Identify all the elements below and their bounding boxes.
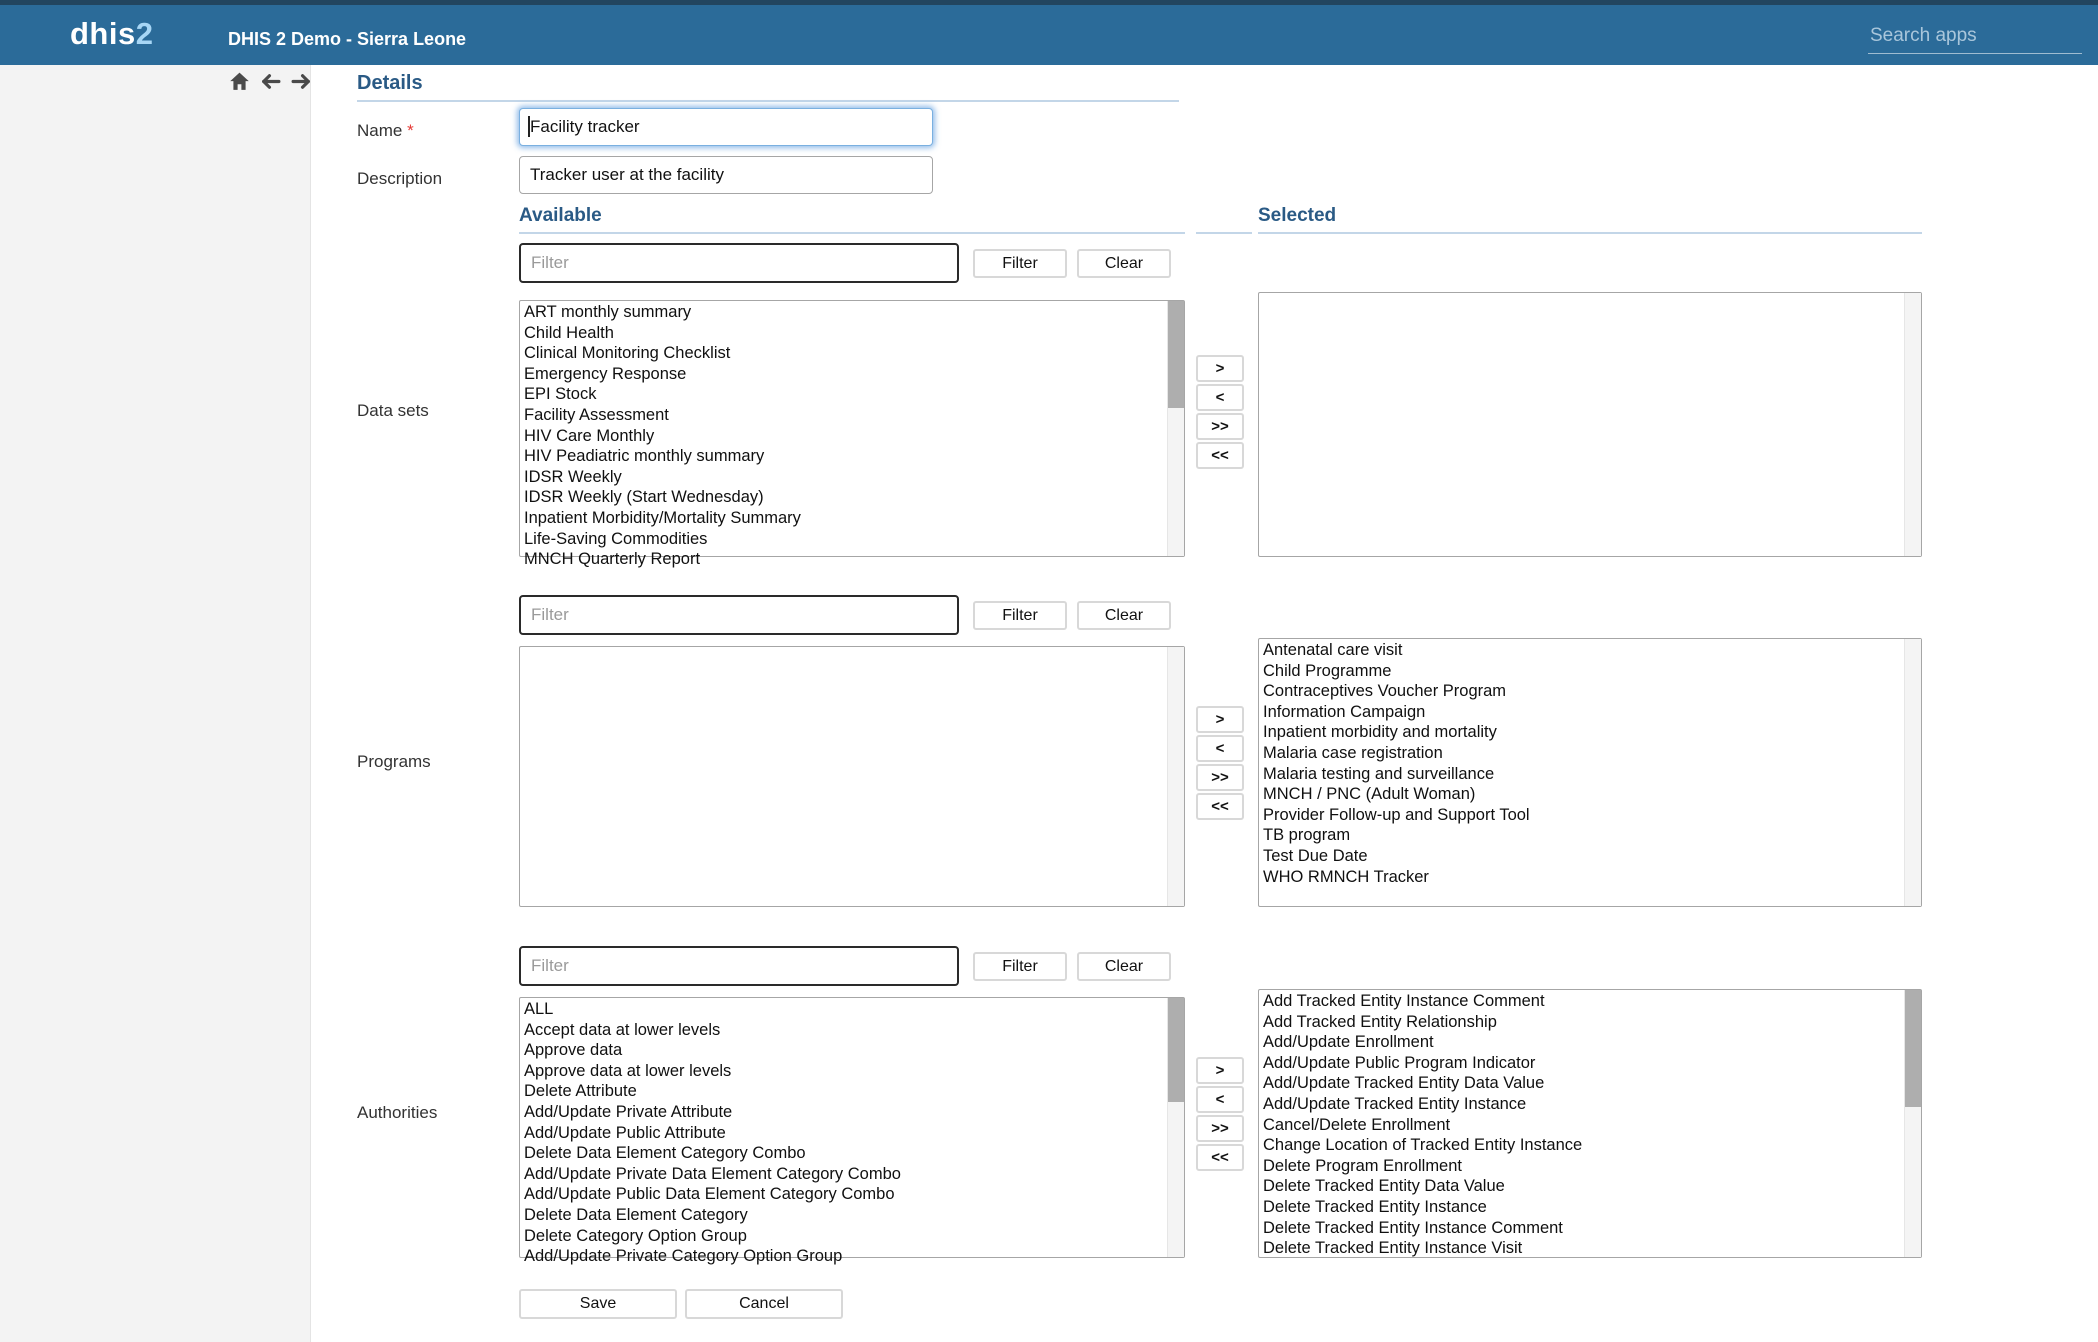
- list-item[interactable]: Add/Update Private Data Element Category Combo: [524, 1164, 901, 1183]
- list-item[interactable]: Add/Update Public Attribute: [524, 1123, 726, 1142]
- list-item[interactable]: EPI Stock: [524, 385, 597, 404]
- list-item[interactable]: Accept data at lower levels: [524, 1020, 721, 1039]
- list-item[interactable]: Add/Update Enrollment: [1263, 1033, 1434, 1052]
- programs-label: Programs: [357, 752, 431, 771]
- data-sets-selected-list[interactable]: [1258, 292, 1922, 557]
- list-item[interactable]: Provider Follow-up and Support Tool: [1263, 805, 1530, 824]
- list-item[interactable]: Add Tracked Entity Relationship: [1263, 1012, 1497, 1031]
- scrollbar-thumb[interactable]: [1905, 990, 1921, 1107]
- list-item[interactable]: Child Programme: [1263, 661, 1392, 680]
- move-all-right-button[interactable]: >>: [1196, 764, 1244, 791]
- list-item[interactable]: Add/Update Public Program Indicator: [1263, 1053, 1536, 1072]
- list-item[interactable]: Delete Data Element Category: [524, 1205, 748, 1224]
- move-right-button[interactable]: >: [1196, 706, 1244, 733]
- center-divider: [1196, 232, 1252, 234]
- list-item[interactable]: Delete Tracked Entity Instance: [1263, 1197, 1487, 1216]
- move-all-right-button[interactable]: >>: [1196, 1115, 1244, 1142]
- details-heading: Details: [357, 72, 423, 94]
- list-item[interactable]: Cancel/Delete Enrollment: [1263, 1115, 1451, 1134]
- scrollbar[interactable]: [1904, 293, 1921, 556]
- text-caret: [528, 116, 530, 137]
- programs-transfer-buttons: [1196, 706, 1244, 820]
- list-item[interactable]: Antenatal care visit: [1263, 641, 1403, 659]
- forward-arrow-icon[interactable]: [290, 70, 312, 92]
- list-item[interactable]: Change Location of Tracked Entity Instance: [1263, 1136, 1583, 1155]
- required-asterisk: *: [407, 121, 414, 140]
- list-item[interactable]: IDSR Weekly (Start Wednesday): [524, 488, 764, 507]
- data-sets-filter-button[interactable]: Filter: [973, 249, 1067, 278]
- list-item[interactable]: Contraceptives Voucher Program: [1263, 682, 1507, 701]
- logo-accent: 2: [135, 16, 154, 51]
- selected-divider: [1258, 232, 1922, 234]
- list-item[interactable]: Life-Saving Commodities: [524, 529, 708, 548]
- home-icon[interactable]: [228, 70, 250, 92]
- move-all-left-button[interactable]: <<: [1196, 793, 1244, 820]
- save-button[interactable]: Save: [519, 1289, 677, 1319]
- programs-clear-button[interactable]: Clear: [1077, 601, 1171, 630]
- data-sets-clear-button[interactable]: Clear: [1077, 249, 1171, 278]
- scrollbar-thumb[interactable]: [1168, 301, 1184, 408]
- app-title: DHIS 2 Demo - Sierra Leone: [228, 29, 467, 49]
- list-item[interactable]: TB program: [1263, 826, 1351, 845]
- details-divider: [357, 100, 1179, 102]
- list-item[interactable]: MNCH Quarterly Report: [524, 550, 701, 569]
- list-item[interactable]: Approve data: [524, 1041, 623, 1060]
- scrollbar[interactable]: [1167, 301, 1184, 556]
- available-heading: Available: [519, 205, 602, 226]
- list-item[interactable]: HIV Care Monthly: [524, 426, 655, 445]
- list-item[interactable]: Facility Assessment: [524, 405, 669, 424]
- list-item[interactable]: Delete Attribute: [524, 1082, 637, 1101]
- list-item[interactable]: HIV Peadiatric monthly summary: [524, 447, 765, 466]
- authorities-filter-button[interactable]: Filter: [973, 952, 1067, 981]
- list-item[interactable]: Delete Program Enrollment: [1263, 1156, 1462, 1175]
- list-item[interactable]: Approve data at lower levels: [524, 1061, 732, 1080]
- data-sets-label: Data sets: [357, 401, 429, 420]
- name-input[interactable]: [519, 108, 933, 146]
- list-item[interactable]: Test Due Date: [1263, 846, 1368, 865]
- scrollbar[interactable]: [1904, 639, 1921, 906]
- authorities-available-list[interactable]: [519, 997, 1185, 1266]
- scrollbar-thumb[interactable]: [1168, 998, 1184, 1102]
- move-all-left-button[interactable]: <<: [1196, 1144, 1244, 1171]
- list-item[interactable]: MNCH / PNC (Adult Woman): [1263, 785, 1476, 804]
- list-item[interactable]: Malaria testing and surveillance: [1263, 764, 1495, 783]
- list-item[interactable]: Child Health: [524, 323, 614, 342]
- dhis2-logo[interactable]: [70, 16, 153, 52]
- list-item[interactable]: Add/Update Private Attribute: [524, 1102, 733, 1121]
- programs-filter-input[interactable]: [519, 595, 959, 635]
- sidebar-panel: [0, 65, 311, 1342]
- list-item[interactable]: ALL: [524, 1000, 554, 1018]
- move-right-button[interactable]: >: [1196, 1057, 1244, 1084]
- authorities-label: Authorities: [357, 1103, 438, 1122]
- list-item[interactable]: Add/Update Tracked Entity Instance: [1263, 1094, 1527, 1113]
- selected-heading: Selected: [1258, 205, 1337, 226]
- scrollbar[interactable]: [1167, 647, 1184, 906]
- breadcrumb-nav: [228, 70, 312, 92]
- data-sets-available-list[interactable]: [519, 300, 1185, 569]
- move-right-button[interactable]: >: [1196, 355, 1244, 382]
- list-item[interactable]: Delete Tracked Entity Instance Visit: [1263, 1239, 1523, 1258]
- list-item[interactable]: Malaria case registration: [1263, 743, 1443, 762]
- authorities-selected-list[interactable]: [1258, 989, 1922, 1258]
- list-item[interactable]: IDSR Weekly: [524, 467, 622, 486]
- list-item[interactable]: ART monthly summary: [524, 303, 692, 321]
- list-item[interactable]: WHO RMNCH Tracker: [1263, 867, 1429, 886]
- move-left-button[interactable]: <: [1196, 735, 1244, 762]
- name-label: Name *: [357, 121, 414, 140]
- programs-filter-button[interactable]: Filter: [973, 601, 1067, 630]
- top-bar: [0, 5, 2098, 65]
- list-item[interactable]: Add/Update Public Data Element Category Combo: [524, 1185, 895, 1204]
- list-item[interactable]: Information Campaign: [1263, 702, 1426, 721]
- list-item[interactable]: Add Tracked Entity Instance Comment: [1263, 992, 1545, 1010]
- list-item[interactable]: Add/Update Private Category Option Group: [524, 1247, 843, 1266]
- list-item[interactable]: Clinical Monitoring Checklist: [524, 344, 731, 363]
- move-all-left-button[interactable]: <<: [1196, 442, 1244, 469]
- description-input[interactable]: [519, 156, 933, 194]
- back-arrow-icon[interactable]: [259, 70, 281, 92]
- list-item[interactable]: Inpatient morbidity and mortality: [1263, 723, 1497, 742]
- description-label: Description: [357, 169, 443, 188]
- list-item[interactable]: Delete Tracked Entity Instance Comment: [1263, 1218, 1563, 1237]
- list-item[interactable]: Delete Data Element Category Combo: [524, 1144, 806, 1163]
- scrollbar[interactable]: [1167, 998, 1184, 1257]
- authorities-transfer-buttons: [1196, 1057, 1244, 1171]
- programs-selected-list[interactable]: [1258, 638, 1922, 907]
- list-item[interactable]: Delete Category Option Group: [524, 1226, 747, 1245]
- authorities-clear-button[interactable]: Clear: [1077, 952, 1171, 981]
- available-divider: [519, 232, 1185, 234]
- list-item[interactable]: Delete Tracked Entity Data Value: [1263, 1177, 1505, 1196]
- list-item[interactable]: Add/Update Tracked Entity Data Value: [1263, 1074, 1545, 1093]
- data-sets-filter-input[interactable]: [519, 243, 959, 283]
- cancel-button[interactable]: Cancel: [685, 1289, 843, 1319]
- list-item[interactable]: Emergency Response: [524, 364, 687, 383]
- search-apps-input[interactable]: [1868, 19, 2082, 54]
- move-left-button[interactable]: <: [1196, 384, 1244, 411]
- data-sets-transfer-buttons: [1196, 355, 1244, 469]
- move-left-button[interactable]: <: [1196, 1086, 1244, 1113]
- move-all-right-button[interactable]: >>: [1196, 413, 1244, 440]
- scrollbar[interactable]: [1904, 990, 1921, 1257]
- list-item[interactable]: Inpatient Morbidity/Mortality Summary: [524, 508, 801, 527]
- programs-available-list[interactable]: [519, 646, 1185, 907]
- logo-text: dhis: [70, 16, 136, 51]
- authorities-filter-input[interactable]: [519, 946, 959, 986]
